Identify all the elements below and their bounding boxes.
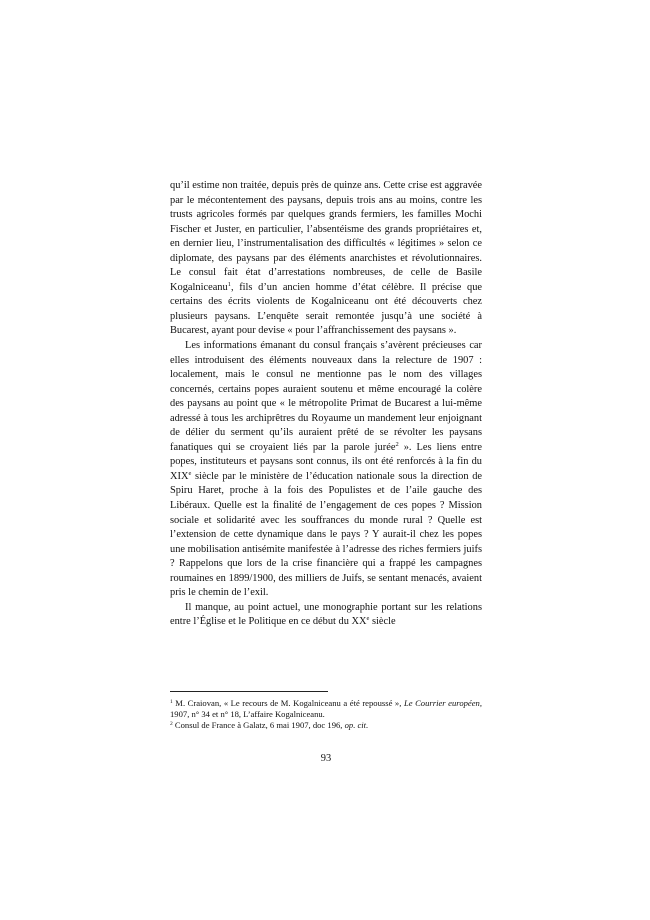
footnote-separator (170, 691, 328, 692)
footnote-ref-1[interactable]: 1 (227, 280, 231, 288)
footnote-ref-2[interactable]: 2 (395, 440, 399, 448)
footnotes (170, 698, 482, 731)
paragraph-1: qu’il estime non traitée, depuis près de quinze ans. Cette crise est aggravée par le mécontentement des paysans, depuis trois ans au moins, contre les trusts agricoles formés par quelques grands fermiers, les familles Mochi Fischer et Juster, en particulier, l’absentéisme des grands propriétaires et, en dernier lieu, l’instrumentalisation des difficultés « légitimes » selon ce diplomate, des paysans par des éléments anarchistes et révolutionnaires. Le consul fait état d’arrestations nombreuses, de celle de Basile Kogalniceanu$^1$, fils d’un ancien homme d’état célèbre. Il précise que certains des écrits violents de Kogalniceanu ont été découverts chez plusieurs paysans. L’enquête serait remontée jusqu’à une société à Bucarest, ayant pour devise « pour l’affranchissement des paysans ». (170, 180, 482, 337)
paragraph-2: Les informations émanant du consul français s’avèrent précieuses car elles introduisent des éléments nouveaux dans la relecture de 1907 : localement, mais le consul ne mentionne pas le nom des villages concernés, certains popes auraient soutenu et même encouragé la colère des paysans au point que « le métropolite Primat de Bucarest a lui-même adressé à tous les archiprêtres du Royaume un mandement leur enjoignant de délier du serment qu’ils auraient prêté de se révolter les paysans fanatiques qui se croyaient liés par la parole jurée$^2$ ». Les liens entre popes, instituteurs et paysans sont connus, ils ont été renforcés à la fin du XIXe siècle par le ministère de l’éducation nationale sous la direction de Spiru Haret, proche à la fois des Populistes et de l’aile gauche des Libéraux. Quelle est la finalité de l’engagement de ces popes ? Mission sociale et solidarité avec les souffrances du monde rural ? Quelle est l’extension de cette dynamique dans le pays ? Y aurait-il chez les popes une mobilisation antisémite manifestée à l’adresse des riches fermiers juifs ? Rappelons que lors de la crise financière qui a frappé les campagnes roumaines en 1899/1900, des milliers de Juifs, se sentant menacés, avaient pris le chemin de l’exil. (170, 340, 483, 599)
paragraph-3: Il manque, au point actuel, une monographie portant sur les relations entre l’Église et le Politique en ce début du XXe siècle (170, 601, 482, 628)
footnote-1: $^1$ M. Craiovan, « Le recours de M. Kogalniceanu a été repoussé », Le Courrier européen, 1907, n° 34 et n° 18, L’affaire Kogalniceanu. (170, 698, 482, 719)
century-superscript: e (366, 615, 370, 623)
century-superscript: e (188, 469, 192, 477)
footnote-2: $^2$ Consul de France à Galatz, 6 mai 1907, doc 196, op. cit. (170, 720, 369, 730)
page-number: 93 (320, 753, 332, 764)
main-text (170, 179, 482, 630)
